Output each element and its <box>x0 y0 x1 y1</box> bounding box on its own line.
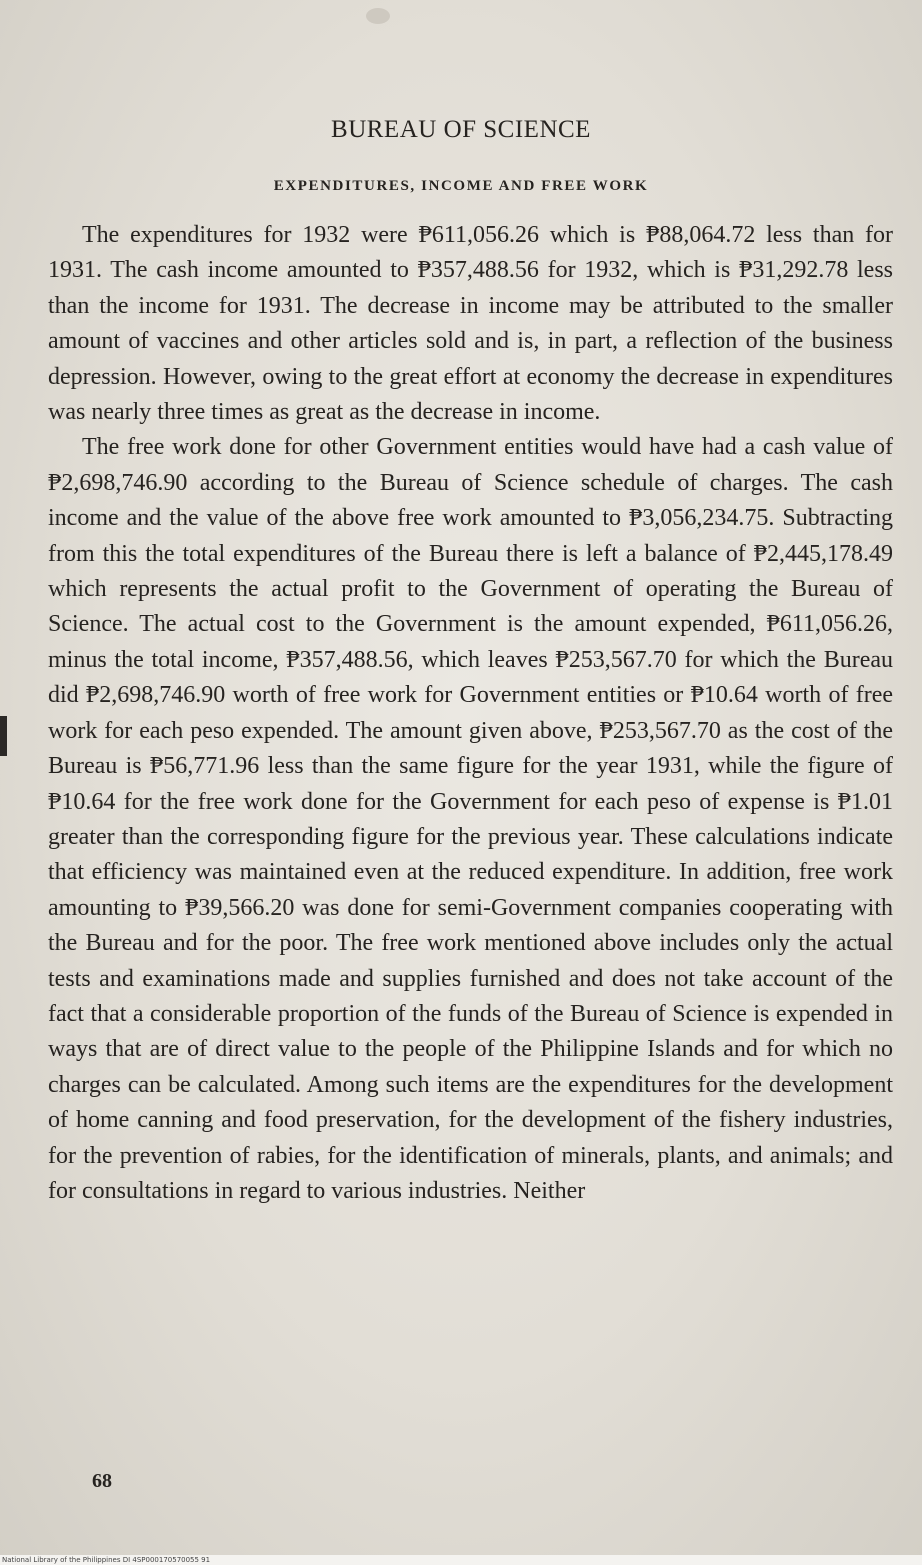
section-title: EXPENDITURES, INCOME AND FREE WORK <box>273 178 649 194</box>
page-number: 68 <box>92 1470 112 1492</box>
binding-mark <box>0 716 7 756</box>
paragraph: The free work done for other Government entities would have had a cash value of ₱2,698,746.90 according to the Bureau of Science schedule of charges. The cash income and the value of the above free work amounted to ₱3,056,234.75. Subtracting from this the total expenditures of the Bureau there is left a balance of ₱2,445,178.49 which represents the actual profit to the Government of operating the Bureau of Science. The actual cost to the Government is the amount expended, ₱611,056.26, minus the total income, ₱357,488.56, which leaves ₱253,567.70 for which the Bureau did ₱2,698,746.90 worth of free work for Government entities or ₱10.64 worth of free work for each peso expended. The amount given above, ₱253,567.70 as the cost of the Bureau is ₱56,771.96 less than the same figure for the year 1931, while the figure of ₱10.64 for the free work done for the Government for each peso of expense is ₱1.01 greater than the corresponding figure for the previous year. These calculations indicate that efficiency was maintained even at the reduced expenditure. In addition, free work amounting to ₱39,566.20 was done for semi-Government companies cooperating with the Bureau and for the poor. The free work mentioned above includes only the actual tests and examinations made and supplies furnished and does not take account of the fact that a considerable proportion of the funds of the Bureau of Science is expended in ways that are of direct value to the people of the Philippine Islands and for which no charges can be calculated. Among such items are the expenditures for the development of home canning and food preservation, for the development of the fishery industries, for the prevention of rabies, for the identification of minerals, plants, and animals; and for consultations in regard to various industries. Neither <box>48 434 893 1204</box>
body-text <box>48 218 893 1209</box>
running-title: BUREAU OF SCIENCE <box>331 116 591 143</box>
scan-credit: National Library of the Philippines DI 4SP000170570055 91 <box>2 1556 211 1564</box>
ink-smudge <box>366 8 390 24</box>
paragraph: The expenditures for 1932 were ₱611,056.26 which is ₱88,064.72 less than for 1931. The cash income amounted to ₱357,488.56 for 1932, which is ₱31,292.78 less than the income for 1931. The decrease in income may be attributed to the smaller amount of vaccines and other articles sold and is, in part, a reflection of the business depression. However, owing to the great effort at economy the decrease in expenditures was nearly three times as great as the decrease in income. <box>48 222 893 426</box>
